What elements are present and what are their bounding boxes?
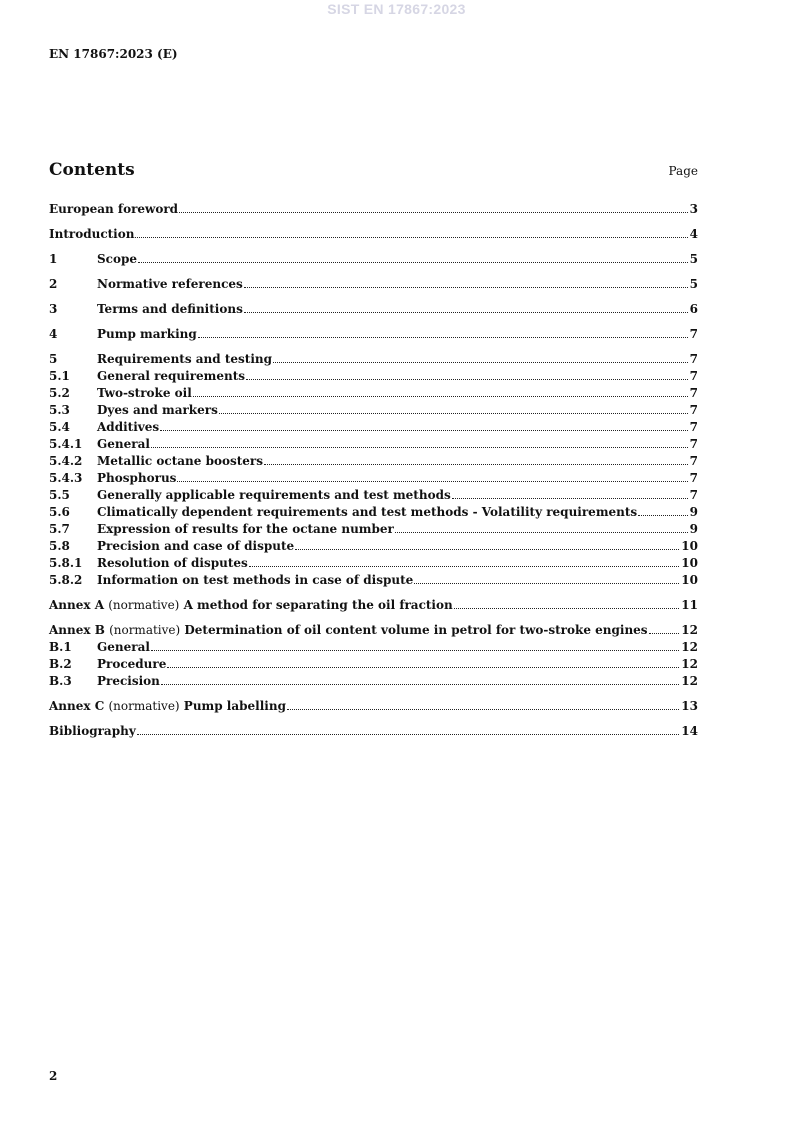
toc-entry-number: 5.8.1 (49, 556, 83, 570)
toc-entry-european-foreword[interactable] (49, 201, 698, 218)
toc-entry-page: 12 (681, 623, 698, 637)
toc-entry-information-on-test-methods[interactable] (49, 572, 698, 589)
toc-entry-number: 5.4 (49, 420, 70, 434)
toc-entry-number: 5.4.1 (49, 437, 83, 451)
toc-entry-title: Pump marking (97, 327, 197, 341)
toc-entry-expression-of-results[interactable] (49, 521, 698, 538)
annex-label: Annex C (49, 699, 105, 713)
toc-entry-title: Climatically dependent requirements and test methods - Volatility requirements (97, 505, 638, 519)
annex-label: Annex B (49, 623, 105, 637)
toc-entry-page: 7 (689, 352, 698, 366)
annex-normative-tag: (normative) (108, 699, 180, 713)
toc-entry-page: 7 (689, 327, 698, 341)
dot-leader (246, 379, 688, 380)
toc-entry-annex-b[interactable] (49, 622, 698, 639)
toc-entry-phosphorus[interactable] (49, 470, 698, 487)
dot-leader (249, 566, 680, 567)
toc-entry-number: 5 (49, 352, 58, 366)
dot-leader (452, 498, 688, 499)
toc-entry-page: 5 (689, 252, 698, 266)
dot-leader (287, 709, 679, 710)
dot-leader (135, 237, 687, 238)
dot-leader (167, 667, 679, 668)
annex-label: Annex A (49, 598, 105, 612)
toc-entry-general-requirements[interactable] (49, 368, 698, 385)
dot-leader (395, 532, 688, 533)
document-id: EN 17867:2023 (E) (49, 47, 178, 61)
toc-entry-number: B.3 (49, 674, 72, 688)
toc-entry-page: 10 (681, 539, 698, 553)
toc-entry-title (49, 597, 453, 614)
toc-entry-annex-a[interactable] (49, 597, 698, 614)
toc-entry-page: 10 (681, 573, 698, 587)
toc-entry-b2-procedure[interactable] (49, 656, 698, 673)
toc-entry-bibliography[interactable] (49, 723, 698, 740)
toc-entry-number: 5.2 (49, 386, 70, 400)
toc-entry-title: Introduction (49, 227, 135, 241)
toc-entry-title: Scope (97, 252, 138, 266)
toc-entry-title: Terms and definitions (97, 302, 243, 316)
toc-entry-title (49, 622, 648, 639)
page-number: 2 (49, 1069, 58, 1083)
toc-entry-number: 1 (49, 252, 58, 266)
toc-entry-page: 11 (681, 598, 698, 612)
toc-entry-b1-general[interactable] (49, 639, 698, 656)
toc-entry-title: Expression of results for the octane number (97, 522, 394, 536)
dot-leader (244, 312, 688, 313)
toc-entry-page: 14 (681, 724, 698, 738)
toc-entry-number: B.1 (49, 640, 72, 654)
toc-entry-page: 7 (689, 369, 698, 383)
toc-entry-title: Generally applicable requirements and test methods (97, 488, 451, 502)
toc-entry-number: 4 (49, 327, 58, 341)
toc-entry-additives-general[interactable] (49, 436, 698, 453)
toc-entry-title: General requirements (97, 369, 246, 383)
toc-entry-title: Phosphorus (97, 471, 177, 485)
toc-entry-title: Information on test methods in case of dispute (97, 573, 414, 587)
toc-entry-climatically-dependent-requirements[interactable] (49, 504, 698, 521)
dot-leader (177, 481, 687, 482)
toc-entry-page: 12 (681, 640, 698, 654)
toc-entry-title: General (97, 640, 150, 654)
toc-entry-introduction[interactable] (49, 226, 698, 243)
toc-entry-title: Precision and case of dispute (97, 539, 295, 553)
dot-leader (638, 515, 687, 516)
dot-leader (264, 464, 688, 465)
toc-entry-annex-c[interactable] (49, 698, 698, 715)
annex-title: Determination of oil content volume in petrol for two-stroke engines (184, 623, 648, 637)
toc-entry-resolution-of-disputes[interactable] (49, 555, 698, 572)
toc-entry-generally-applicable-requirements[interactable] (49, 487, 698, 504)
toc-entry-number: 5.1 (49, 369, 70, 383)
toc-entry-page: 3 (689, 202, 698, 216)
toc-entry-number: 5.4.3 (49, 471, 83, 485)
toc-entry-page: 12 (681, 657, 698, 671)
annex-normative-tag: (normative) (109, 623, 181, 637)
toc-entry-page: 7 (689, 386, 698, 400)
toc-entry-page: 5 (689, 277, 698, 291)
toc-entry-requirements-and-testing[interactable] (49, 351, 698, 368)
toc-entry-title: Normative references (97, 277, 243, 291)
toc-entry-page: 7 (689, 403, 698, 417)
toc-entry-title: Dyes and markers (97, 403, 218, 417)
dot-leader (649, 633, 680, 634)
annex-normative-tag: (normative) (108, 598, 180, 612)
toc-entry-page: 7 (689, 420, 698, 434)
toc-entry-title: European foreword (49, 202, 179, 216)
table-of-contents (49, 201, 698, 740)
dot-leader (219, 413, 688, 414)
toc-entry-title: General (97, 437, 150, 451)
toc-entry-page: 7 (689, 437, 698, 451)
toc-entry-number: 2 (49, 277, 58, 291)
dot-leader (151, 447, 688, 448)
toc-entry-title: Precision (97, 674, 160, 688)
dot-leader (151, 650, 679, 651)
toc-entry-title: Resolution of disputes (97, 556, 248, 570)
annex-title: Pump labelling (183, 699, 286, 713)
toc-entry-precision-and-case-of-dispute[interactable] (49, 538, 698, 555)
toc-entry-page: 12 (681, 674, 698, 688)
page-column-label: Page (668, 164, 698, 178)
toc-entry-page: 6 (689, 302, 698, 316)
toc-entry-page: 9 (689, 505, 698, 519)
toc-entry-page: 13 (681, 699, 698, 713)
dot-leader (137, 734, 680, 735)
toc-entry-page: 10 (681, 556, 698, 570)
toc-entry-number: 5.5 (49, 488, 70, 502)
toc-entry-title: Procedure (97, 657, 167, 671)
toc-entry-title: Bibliography (49, 724, 136, 738)
toc-entry-number: B.2 (49, 657, 72, 671)
watermark: SIST EN 17867:2023 (327, 1, 466, 17)
toc-entry-b3-precision[interactable] (49, 673, 698, 690)
dot-leader (179, 212, 688, 213)
toc-entry-title: Metallic octane boosters (97, 454, 263, 468)
toc-entry-title: Two-stroke oil (97, 386, 192, 400)
toc-entry-number: 5.4.2 (49, 454, 83, 468)
toc-entry-title: Additives (97, 420, 160, 434)
dot-leader (161, 684, 679, 685)
toc-entry-number: 5.7 (49, 522, 70, 536)
toc-entry-additives[interactable] (49, 419, 698, 436)
toc-entry-page: 7 (689, 488, 698, 502)
dot-leader (414, 583, 679, 584)
toc-entry-page: 9 (689, 522, 698, 536)
toc-entry-title: Requirements and testing (97, 352, 272, 366)
toc-entry-page: 7 (689, 454, 698, 468)
toc-entry-dyes-and-markers[interactable] (49, 402, 698, 419)
dot-leader (193, 396, 688, 397)
contents-heading: Contents (49, 160, 135, 180)
toc-entry-number: 5.8.2 (49, 573, 83, 587)
dot-leader (160, 430, 688, 431)
toc-entry-scope[interactable] (49, 251, 698, 268)
toc-entry-normative-references[interactable] (49, 276, 698, 293)
toc-entry-page: 4 (689, 227, 698, 241)
toc-entry-number: 5.3 (49, 403, 70, 417)
toc-entry-number: 3 (49, 302, 58, 316)
annex-title: A method for separating the oil fraction (183, 598, 453, 612)
toc-entry-number: 5.8 (49, 539, 70, 553)
dot-leader (198, 337, 688, 338)
toc-entry-metallic-octane-boosters[interactable] (49, 453, 698, 470)
dot-leader (454, 608, 680, 609)
dot-leader (244, 287, 688, 288)
toc-entry-pump-marking[interactable] (49, 326, 698, 343)
toc-entry-title (49, 698, 286, 715)
dot-leader (295, 549, 679, 550)
toc-entry-two-stroke-oil[interactable] (49, 385, 698, 402)
toc-entry-terms-and-definitions[interactable] (49, 301, 698, 318)
toc-entry-number: 5.6 (49, 505, 70, 519)
dot-leader (273, 362, 688, 363)
dot-leader (138, 262, 688, 263)
toc-entry-page: 7 (689, 471, 698, 485)
